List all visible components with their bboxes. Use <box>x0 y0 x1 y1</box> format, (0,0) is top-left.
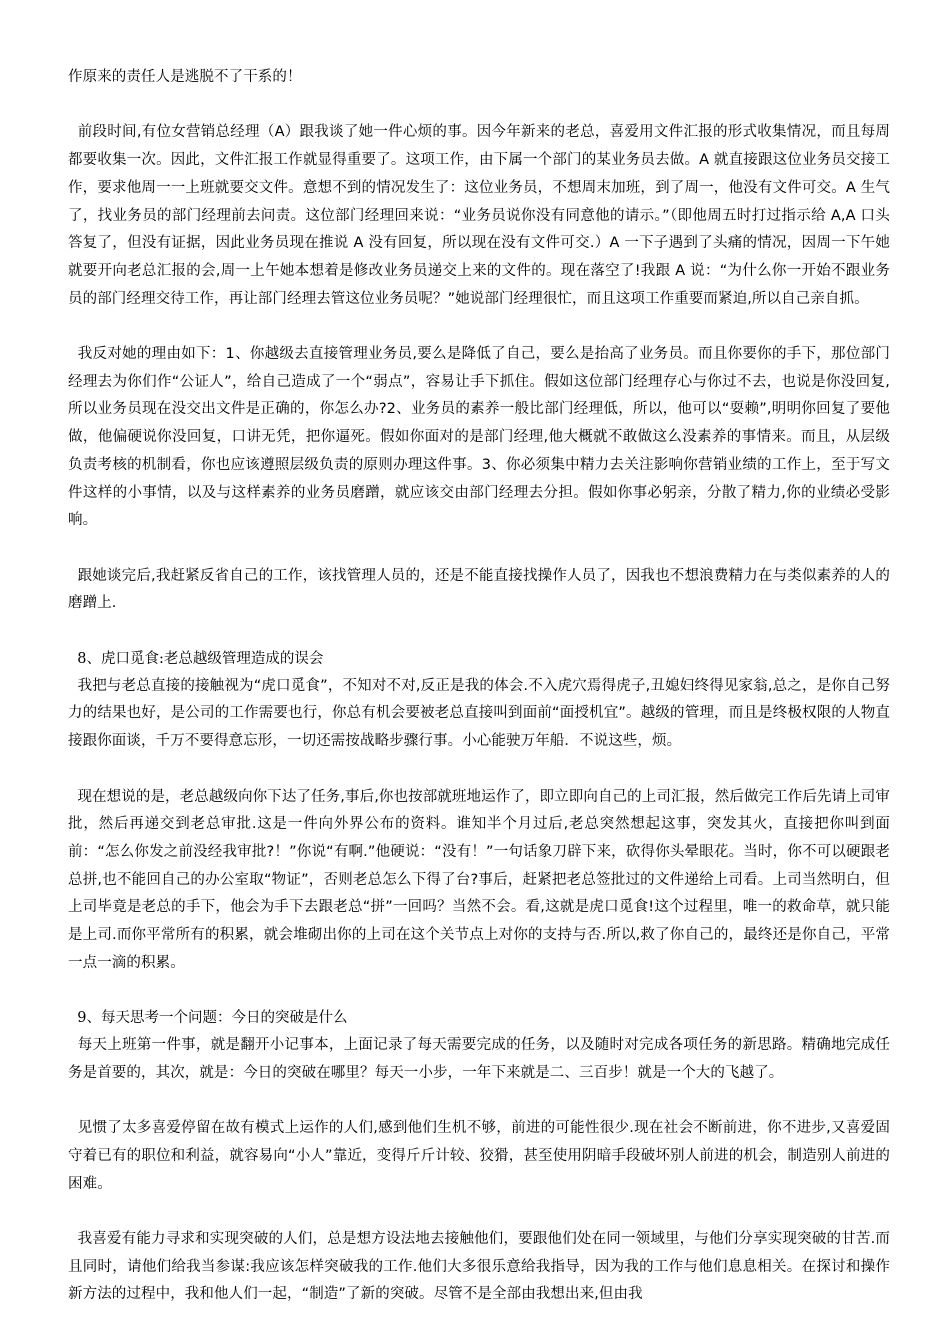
paragraph-gap <box>68 977 890 1005</box>
paragraph-intro: 作原来的责任人是逃脱不了干系的！ <box>68 69 302 85</box>
paragraph-gap <box>68 92 890 120</box>
paragraph-gap <box>68 535 890 563</box>
paragraph-boss-task: 现在想说的是，老总越级向你下达了任务,事后,你也按部就班地运作了，即立即向自己的上司汇报，然后做完工作后先请上司审批，然后再递交到老总审批.这是一件向外界公布的资料。谁知半个月过后,老总突然想起这事，突发其火，直接把你叫到面前：“怎么你发之前没经我审批?！”你说“有啊.”他硬说：“没有！”一句话象刀辟下来，砍得你头晕眼花。当时，你不可以硬跟老总拼,也不能回自己的办公室取“物证”，否则老总怎么下得了台?事后，赶紧把老总签批过的文件递给上司看。上司当然明白，但上司毕竟是老总的手下，他会为手下去跟老总“拼”一回吗？当然不会。看,这就是虎口觅食!这个过程里，唯一的救命草，就只能是上司.而你平常所有的积累，就会堆砌出你的上司在这个关节点上对你的支持与否.所以,救了你自己的，最终还是你自己，平常一点一滴的积累。 <box>68 788 891 971</box>
paragraph-breakthrough-people: 我喜爱有能力寻求和实现突破的人们，总是想方设法地去接触他们，要跟他们处在同一领域里，与他们分享实现突破的甘苦.而且同时，请他们给我当参谋:我应该怎样突破我的工作.他们大多很乐意给我指导，因为我的工作与他们息息相关。在探讨和操作新方法的过程中，我和他人们一起，“制造”了新的突破。尽管不是全部由我想出来,但由我 <box>68 1231 890 1303</box>
paragraph-gap <box>68 1088 890 1116</box>
paragraph-gap <box>68 1198 890 1226</box>
paragraph-tiger-mouth: 我把与老总直接的接触视为“虎口觅食”，不知对不对,反正是我的体会.不入虎穴焉得虎子,丑媳妇终得见家翁,总之，是你自己努力的结果也好，是公司的工作需要也行，你总有机会要被老总直接叫到面前“面授机宜”。越级的管理，而且是终极权限的人物直接跟你面谈，千万不要得意忘形，一切还需按战略步骤行事。小心能驶万年船．不说这些，烦。 <box>68 677 890 750</box>
paragraph-gap <box>68 313 890 341</box>
paragraph-reflection: 跟她谈完后,我赶紧反省自己的工作，该找管理人员的，还是不能直接找操作人员了，因我也不想浪费精力在与类似素养的人的磨蹭上. <box>68 567 890 612</box>
paragraph-daily-notes: 每天上班第一件事，就是翻开小记事本，上面记录了每天需要完成的任务，以及随时对完成各项任务的新思路。精确地完成任务是首要的，其次，就是：今日的突破在哪里？每天一小步，一年下来就是二、三百步！就是一个大的飞越了。 <box>68 1037 890 1081</box>
paragraph-reasons: 我反对她的理由如下：1、你越级去直接管理业务员,要么是降低了自己，要么是抬高了业务员。而且你要你的手下，那位部门经理去为你们作“公证人”，给自己造成了一个“弱点”，容易让手下抓住。假如这位部门经理存心与你过不去，也说是你没回复,所以业务员现在没交出文件是正确的，你怎么办?2、业务员的素养一般比部门经理低，所以，他可以“耍赖”,明明你回复了要他做，他偏硬说你没回复，口讲无凭，把你逼死。假如你面对的是部门经理,他大概就不敢做这么没素养的事情来。而且，从层级负责考核的机制看，你也应该遵照层级负责的原则办理这件事。3、你必须集中精力去关注影响你营销业绩的工作上，至于写文件这样的小事情，以及与这样素养的业务员磨蹭，就应该交由部门经理去分担。假如你事必躬亲，分散了精力,你的业绩必受影响。 <box>68 346 890 529</box>
paragraph-old-patterns: 见惯了太多喜爱停留在故有模式上运作的人们,感到他们生机不够，前进的可能性很少.现在社会不断前进，你不进步,又喜爱固守着已有的职位和利益，就容易向“小人”靠近，变得斤斤计较、狡猾，甚至使用阴暗手段破坏别人前进的机会，制造别人前进的困难。 <box>68 1120 890 1192</box>
paragraph-gap <box>68 756 890 784</box>
section-heading-8: 8、虎口觅食:老总越级管理造成的误会 <box>68 650 324 667</box>
document-page <box>68 64 890 1309</box>
paragraph-gap <box>68 618 890 646</box>
paragraph-case-story: 前段时间,有位女营销总经理（A）跟我谈了她一件心烦的事。因今年新来的老总，喜爱用文件汇报的形式收集情况，而且每周都要收集一次。因此，文件汇报工作就显得重要了。这项工作，由下属一个部门的某业务员去做。A 就直接跟这位业务员交接工作，要求他周一一上班就要交文件。意想不到的情况发生了：这位业务员，不想周末加班，到了周一，他没有文件可交。A 生气了，找业务员的部门经理前去问责。这位部门经理回来说：“业务员说你没有同意他的请示。”（即他周五时打过指示给 A,A 口头答复了，但没有证据，因此业务员现在推说 A 没有回复，所以现在没有文件可交.）A 一下子遇到了头痛的情况，因周一下午她就要开向老总汇报的会,周一上午她本想着是修改业务员递交上来的文件的。现在落空了!我跟 A 说：“为什么你一开始不跟业务员的部门经理交待工作，再让部门经理去管这位业务员呢？”她说部门经理很忙，而且这项工作重要而紧迫,所以自己亲自抓。 <box>68 124 890 307</box>
section-heading-9: 9、每天思考一个问题：今日的突破是什么 <box>68 1010 348 1027</box>
